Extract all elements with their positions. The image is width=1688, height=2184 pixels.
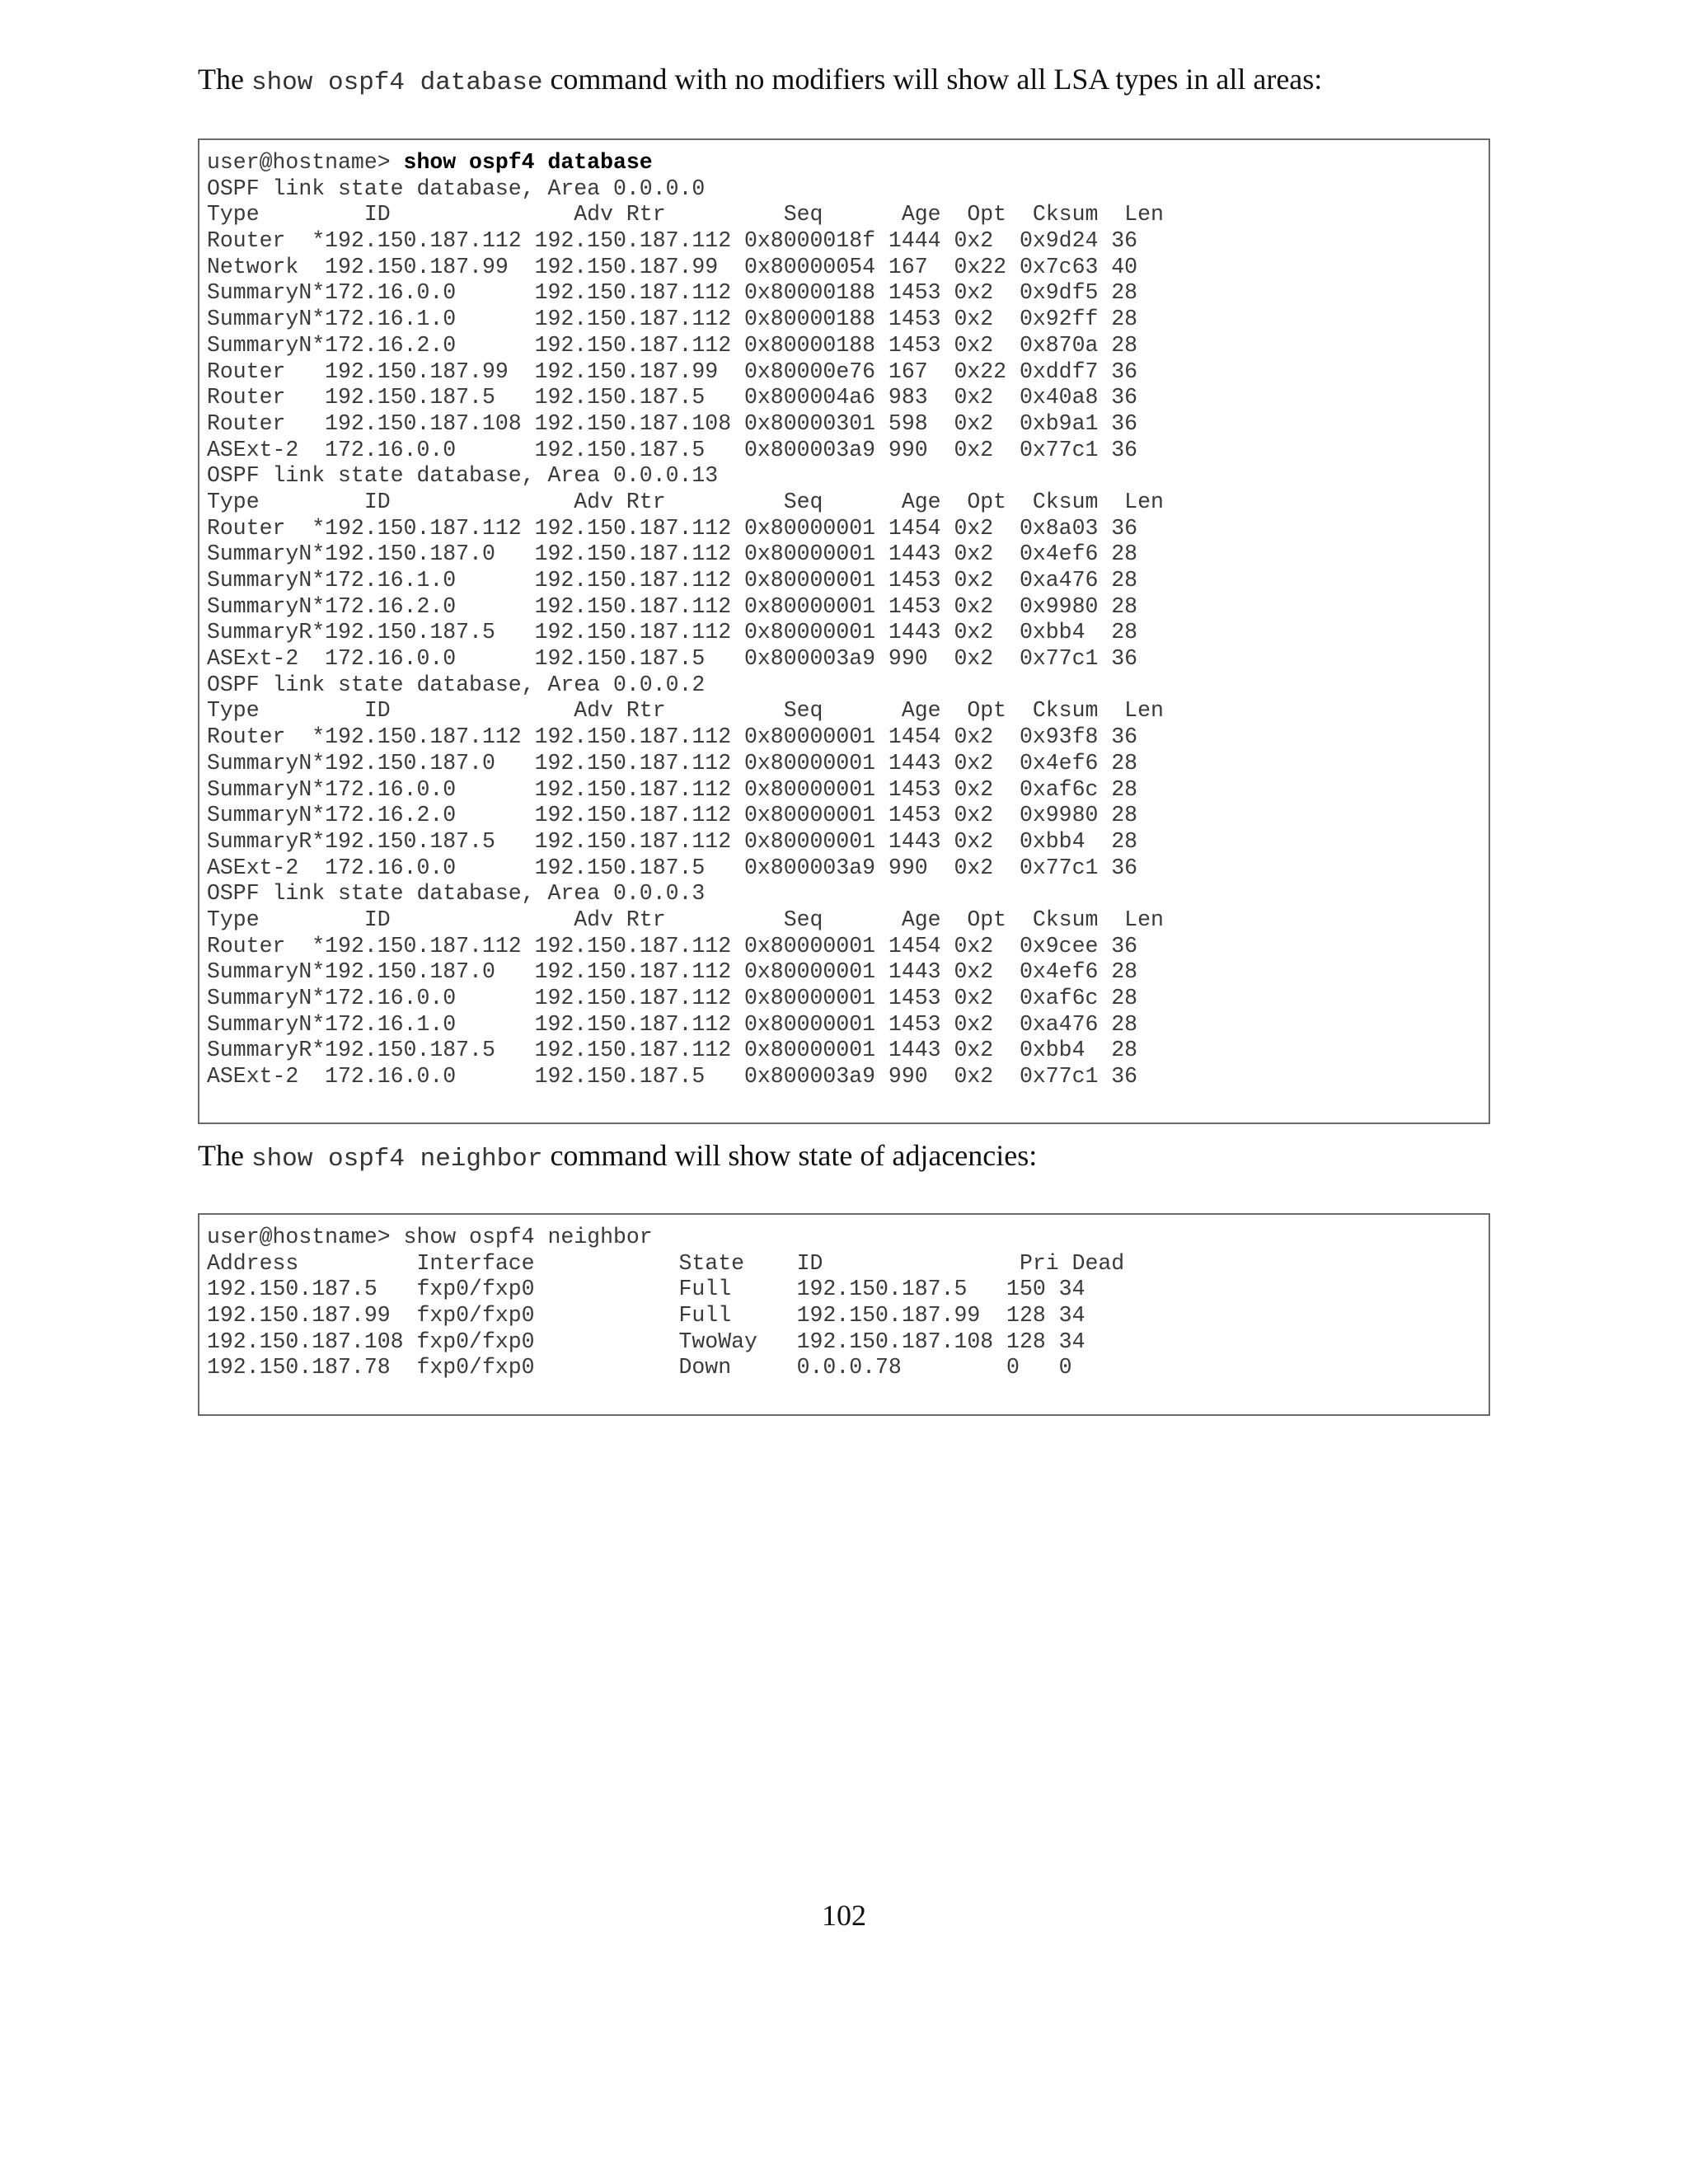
paragraph-text-before: The — [198, 63, 251, 96]
output-line: Type ID Adv Rtr Seq Age Opt Cksum Len — [207, 907, 1164, 932]
output-line: Type ID Adv Rtr Seq Age Opt Cksum Len — [207, 202, 1164, 227]
output-line: Router 192.150.187.5 192.150.187.5 0x800004a6 983 0x2 0x40a8 36 — [207, 385, 1138, 410]
output-line: Router 192.150.187.108 192.150.187.108 0x80000301 598 0x2 0xb9a1 36 — [207, 410, 1138, 436]
output-line: ASExt-2 172.16.0.0 192.150.187.5 0x800003a9 990 0x2 0x77c1 36 — [207, 437, 1138, 462]
output-line: SummaryN*172.16.2.0 192.150.187.112 0x80000188 1453 0x2 0x870a 28 — [207, 332, 1138, 358]
output-line: Address Interface State ID Pri Dead — [207, 1250, 1125, 1276]
output-line: OSPF link state database, Area 0.0.0.13 — [207, 463, 719, 489]
output-line: SummaryN*192.150.187.0 192.150.187.112 0x80000001 1443 0x2 0x4ef6 28 — [207, 541, 1138, 567]
prompt-line — [207, 150, 1489, 176]
output-line: SummaryN*172.16.1.0 192.150.187.112 0x80000001 1453 0x2 0xa476 28 — [207, 1011, 1138, 1037]
prompt-command: show ospf4 database — [403, 150, 653, 175]
output-line: Router *192.150.187.112 192.150.187.112 0x80000001 1454 0x2 0x8a03 36 — [207, 515, 1138, 541]
database-output-lines — [207, 176, 1489, 1090]
output-line: OSPF link state database, Area 0.0.0.2 — [207, 672, 706, 697]
paragraph-text-after: command with no modifiers will show all LSA types in all areas: — [542, 63, 1323, 96]
inline-command: show ospf4 database — [251, 68, 543, 97]
inline-command: show ospf4 neighbor — [251, 1145, 543, 1174]
output-line: ASExt-2 172.16.0.0 192.150.187.5 0x800003a9 990 0x2 0x77c1 36 — [207, 646, 1138, 672]
output-line: Router *192.150.187.112 192.150.187.112 0x8000018f 1444 0x2 0x9d24 36 — [207, 228, 1138, 254]
output-line: Router *192.150.187.112 192.150.187.112 0x80000001 1454 0x2 0x9cee 36 — [207, 933, 1138, 958]
prompt: user@hostname> — [207, 150, 404, 175]
intro-paragraph-database — [198, 61, 1322, 101]
output-line: 192.150.187.99 fxp0/fxp0 Full 192.150.187.99 128 34 — [207, 1303, 1085, 1329]
output-line: SummaryN*172.16.0.0 192.150.187.112 0x80000188 1453 0x2 0x9df5 28 — [207, 280, 1138, 306]
paragraph-text-before: The — [198, 1139, 251, 1172]
page-number: 102 — [822, 1899, 866, 1932]
output-line: SummaryN*172.16.0.0 192.150.187.112 0x80000001 1453 0x2 0xaf6c 28 — [207, 986, 1138, 1010]
output-line: SummaryR*192.150.187.5 192.150.187.112 0x80000001 1443 0x2 0xbb4 28 — [207, 1038, 1138, 1063]
output-line: ASExt-2 172.16.0.0 192.150.187.5 0x800003a9 990 0x2 0x77c1 36 — [207, 1064, 1138, 1090]
output-line: OSPF link state database, Area 0.0.0.0 — [207, 176, 706, 201]
output-line: 192.150.187.5 fxp0/fxp0 Full 192.150.187.5 150 34 — [207, 1277, 1085, 1302]
output-line: ASExt-2 172.16.0.0 192.150.187.5 0x800003a9 990 0x2 0x77c1 36 — [207, 855, 1138, 880]
output-line: 192.150.187.108 fxp0/fxp0 TwoWay 192.150.187.108 128 34 — [207, 1329, 1085, 1354]
database-output-box — [198, 138, 1490, 1124]
output-line: SummaryN*172.16.1.0 192.150.187.112 0x80000001 1453 0x2 0xa476 28 — [207, 568, 1138, 593]
neighbor-output-lines — [207, 1225, 1489, 1381]
output-line: user@hostname> show ospf4 neighbor — [207, 1225, 653, 1249]
output-line: Type ID Adv Rtr Seq Age Opt Cksum Len — [207, 698, 1164, 724]
output-line: SummaryN*192.150.187.0 192.150.187.112 0x80000001 1443 0x2 0x4ef6 28 — [207, 959, 1138, 985]
output-line: SummaryR*192.150.187.5 192.150.187.112 0x80000001 1443 0x2 0xbb4 28 — [207, 828, 1138, 854]
output-line: Router 192.150.187.99 192.150.187.99 0x80000e76 167 0x22 0xddf7 36 — [207, 359, 1138, 384]
output-line: SummaryN*172.16.2.0 192.150.187.112 0x80000001 1453 0x2 0x9980 28 — [207, 803, 1138, 828]
output-line: OSPF link state database, Area 0.0.0.3 — [207, 881, 706, 907]
output-line: SummaryN*172.16.1.0 192.150.187.112 0x80000188 1453 0x2 0x92ff 28 — [207, 307, 1138, 332]
neighbor-output-box — [198, 1213, 1490, 1416]
intro-paragraph-neighbor — [198, 1137, 1037, 1178]
output-line: Network 192.150.187.99 192.150.187.99 0x80000054 167 0x22 0x7c63 40 — [207, 254, 1138, 279]
paragraph-text-after: command will show state of adjacencies: — [542, 1139, 1038, 1172]
output-line: Router *192.150.187.112 192.150.187.112 0x80000001 1454 0x2 0x93f8 36 — [207, 724, 1138, 750]
output-line: Type ID Adv Rtr Seq Age Opt Cksum Len — [207, 489, 1164, 514]
output-line: SummaryN*192.150.187.0 192.150.187.112 0x80000001 1443 0x2 0x4ef6 28 — [207, 750, 1138, 776]
output-line: 192.150.187.78 fxp0/fxp0 Down 0.0.0.78 0 0 — [207, 1355, 1072, 1380]
output-line: SummaryN*172.16.2.0 192.150.187.112 0x80000001 1453 0x2 0x9980 28 — [207, 593, 1138, 619]
output-line: SummaryR*192.150.187.5 192.150.187.112 0x80000001 1443 0x2 0xbb4 28 — [207, 620, 1138, 645]
output-line: SummaryN*172.16.0.0 192.150.187.112 0x80000001 1453 0x2 0xaf6c 28 — [207, 776, 1138, 802]
